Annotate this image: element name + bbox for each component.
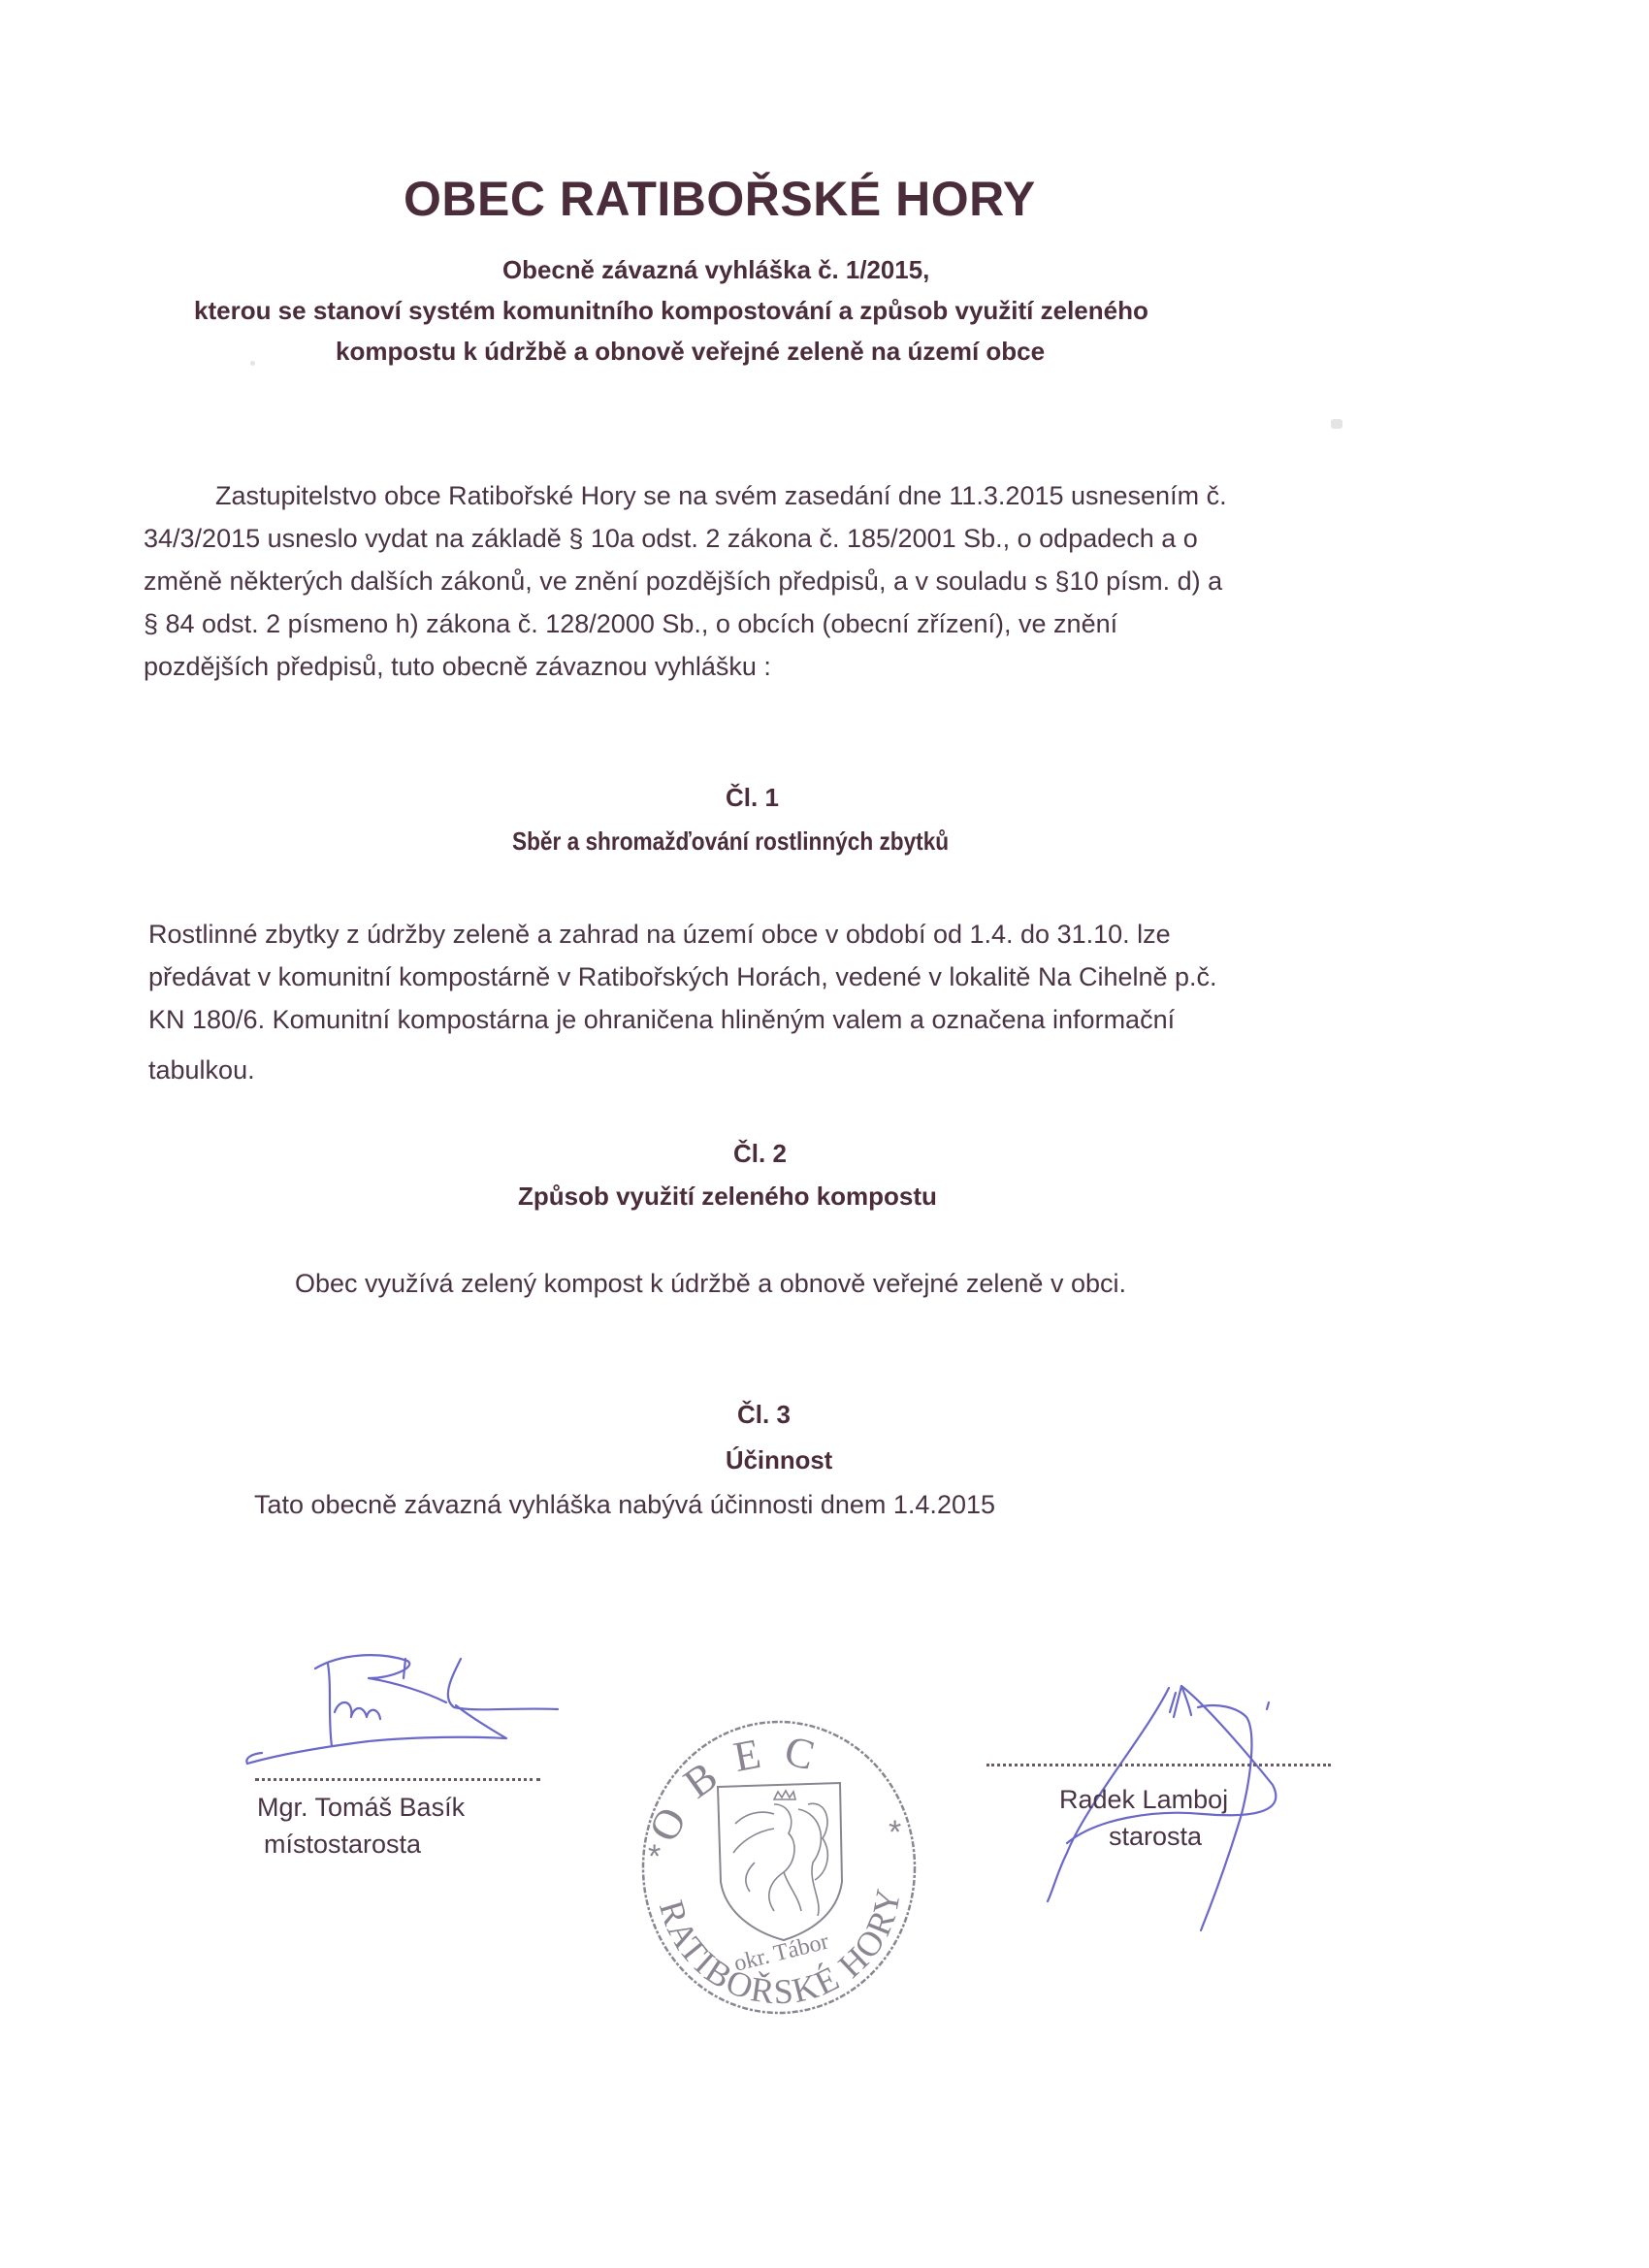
- decree-subtitle-line-1: kterou se stanoví systém komunitního kompostování a způsob využití zeleného: [194, 296, 1148, 325]
- article-line: Obec využívá zelený kompost k údržbě a obnově veřejné zeleně v obci.: [295, 1269, 1126, 1298]
- article-line: předávat v komunitní kompostárně v Ratibořských Horách, vedené v lokalitě Na Cihelně p.č.: [148, 962, 1217, 991]
- article-line: tabulkou.: [148, 1055, 255, 1085]
- article-number: Čl. 3: [737, 1400, 791, 1429]
- signature-line-right: [986, 1764, 1331, 1766]
- official-seal: [629, 1707, 929, 2018]
- lion-icon: [733, 1791, 827, 1916]
- article-number: Čl. 2: [733, 1139, 787, 1168]
- scan-artifact: [1331, 419, 1342, 429]
- seal-star-left: *: [648, 1838, 662, 1875]
- municipality-title: OBEC RATIBOŘSKÉ HORY: [404, 172, 1036, 226]
- signatory-name-left: Mgr. Tomáš Basík: [257, 1793, 466, 1822]
- article-line: Tato obecně závazná vyhláška nabývá účinnosti dnem 1.4.2015: [254, 1490, 996, 1519]
- article-line: KN 180/6. Komunitní kompostárna je ohraničena hliněným valem a označena informační: [148, 1005, 1176, 1034]
- coat-of-arms-shield: [718, 1783, 842, 1940]
- signatory-role-left: místostarosta: [264, 1830, 422, 1859]
- decree-subtitle-line-2: kompostu k údržbě a obnově veřejné zeleně na území obce: [336, 337, 1046, 366]
- article-heading: Účinnost: [726, 1445, 833, 1474]
- decree-number: Obecně závazná vyhláška č. 1/2015,: [502, 255, 930, 284]
- signatory-role-right: starosta: [1109, 1822, 1203, 1851]
- preamble-line: změně některých dalších zákonů, ve znění pozdějších předpisů, a v souladu s §10 písm. d) a: [144, 567, 1223, 596]
- seal-center-text: okr. Tábor: [731, 1928, 831, 1977]
- seal-bottom-text: RATIBOŘSKÉ HORY: [651, 1884, 909, 2012]
- signatory-name-right: Radek Lamboj: [1059, 1785, 1229, 1814]
- preamble-line: pozdějších předpisů, tuto obecně závaznou vyhlášku :: [144, 652, 771, 681]
- handwritten-signature-left: [223, 1639, 601, 1775]
- preamble-line: 34/3/2015 usneslo vydat na základě § 10a odst. 2 zákona č. 185/2001 Sb., o odpadech a o: [144, 524, 1198, 553]
- seal-star-right: *: [889, 1814, 902, 1851]
- preamble-line: Zastupitelstvo obce Ratibořské Hory se na svém zasedání dne 11.3.2015 usnesením č.: [215, 481, 1227, 510]
- seal-top-text: OBEC: [639, 1726, 839, 1850]
- article-heading: Způsob využití zeleného kompostu: [518, 1182, 937, 1211]
- article-heading: Sběr a shromažďování rostlinných zbytků: [512, 826, 950, 856]
- article-line: Rostlinné zbytky z údržby zeleně a zahrad na území obce v období od 1.4. do 31.10. lze: [148, 920, 1171, 949]
- article-number: Čl. 1: [726, 783, 779, 812]
- scan-artifact: [250, 361, 255, 366]
- preamble-line: § 84 odst. 2 písmeno h) zákona č. 128/2000 Sb., o obcích (obecní zřízení), ve znění: [144, 609, 1118, 638]
- signature-line-left: [255, 1778, 540, 1781]
